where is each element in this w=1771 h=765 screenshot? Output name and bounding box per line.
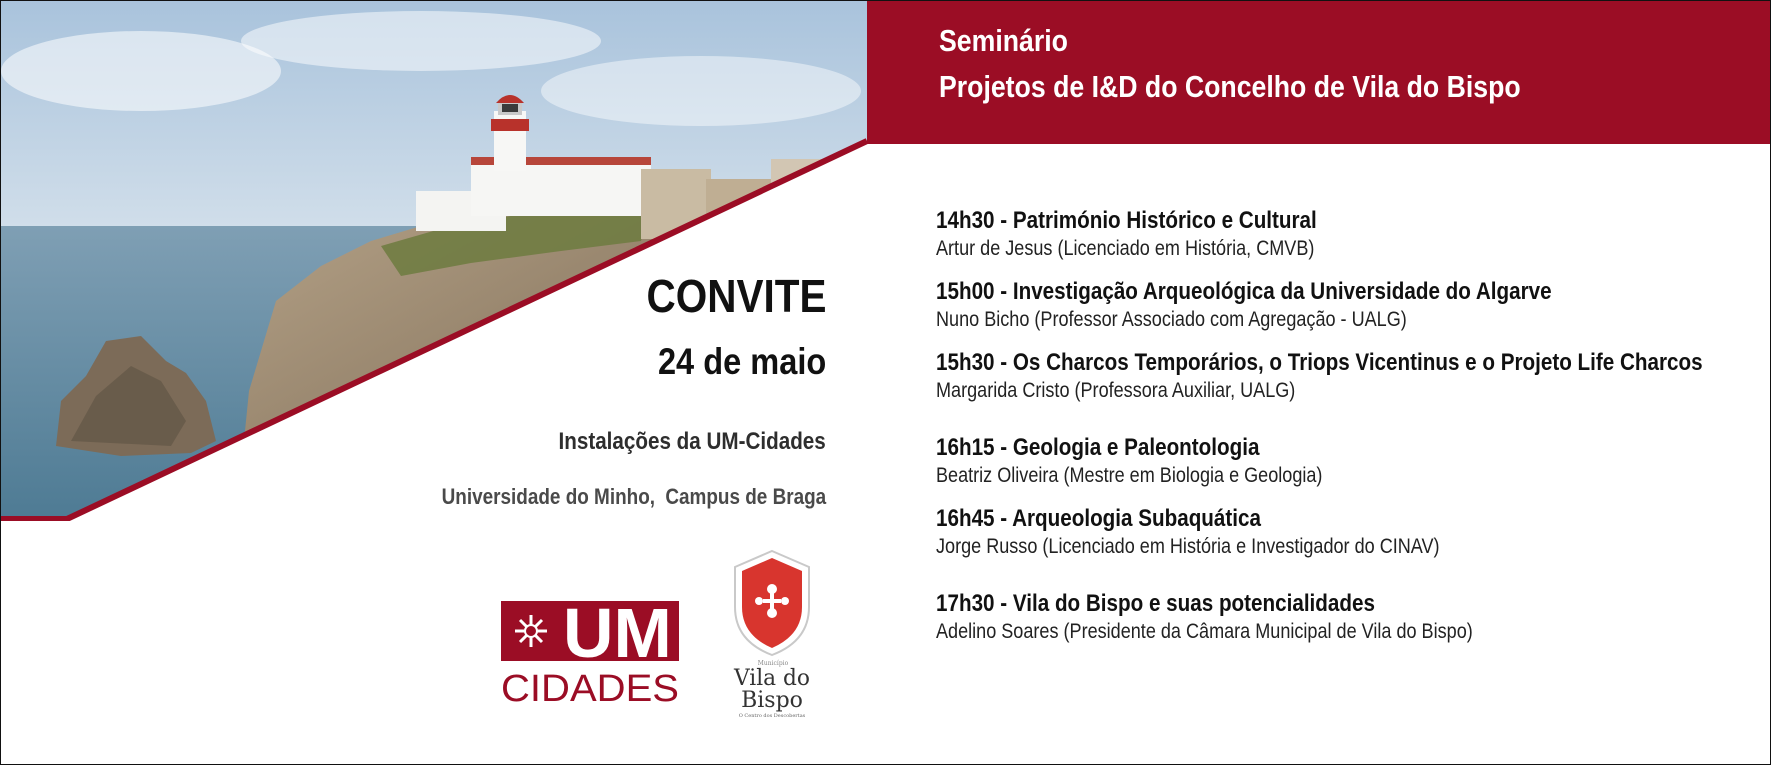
program-item bbox=[936, 349, 1771, 403]
header-banner bbox=[867, 1, 1771, 144]
session-title: 16h15 - Geologia e Paleontologia bbox=[936, 434, 1260, 461]
program-item bbox=[936, 278, 1652, 332]
program-item bbox=[936, 434, 1385, 488]
program-item bbox=[936, 505, 1522, 559]
campus-name: Campus de Braga bbox=[665, 484, 826, 509]
vb-tagline: O Centro dos Descobertas bbox=[738, 713, 806, 719]
vb-logo-line2: Bispo bbox=[741, 688, 803, 713]
session-speaker: Beatriz Oliveira (Mestre em Biologia e Geologia) bbox=[936, 464, 1323, 487]
session-speaker: Jorge Russo (Licenciado em História e Investigador do CINAV) bbox=[936, 535, 1440, 558]
cidades-logo-text: CIDADES bbox=[501, 668, 679, 707]
um-logo-text: UM bbox=[563, 601, 672, 672]
session-title: 17h30 - Vila do Bispo e suas potencialidades bbox=[936, 590, 1375, 617]
session-speaker: Nuno Bicho (Professor Associado com Agregação - UALG) bbox=[936, 308, 1407, 331]
seminar-label: Seminário bbox=[939, 23, 1068, 58]
um-cidades-logo bbox=[501, 601, 683, 707]
session-speaker: Margarida Cristo (Professora Auxiliar, UALG) bbox=[936, 379, 1296, 402]
session-title: 15h00 - Investigação Arqueológica da Universidade do Algarve bbox=[936, 278, 1552, 305]
vila-do-bispo-logo bbox=[729, 549, 815, 719]
program-item bbox=[936, 207, 1379, 261]
university-name: Universidade do Minho, bbox=[441, 484, 655, 509]
venue: Instalações da UM-Cidades bbox=[558, 428, 826, 455]
session-speaker: Adelino Soares (Presidente da Câmara Municipal de Vila do Bispo) bbox=[936, 620, 1473, 643]
invite-title: CONVITE bbox=[646, 270, 826, 322]
seminar-title: Projetos de I&D do Concelho de Vila do Bispo bbox=[939, 69, 1521, 104]
vb-small-label: Município bbox=[757, 660, 789, 667]
session-title: 16h45 - Arqueologia Subaquática bbox=[936, 505, 1261, 532]
event-date: 24 de maio bbox=[657, 341, 826, 382]
session-speaker: Artur de Jesus (Licenciado em História, CMVB) bbox=[936, 237, 1315, 260]
campus-line bbox=[441, 484, 826, 510]
session-title: 14h30 - Património Histórico e Cultural bbox=[936, 207, 1317, 234]
session-title: 15h30 - Os Charcos Temporários, o Triops Vicentinus e o Projeto Life Charcos bbox=[936, 349, 1703, 376]
program-item bbox=[936, 590, 1560, 644]
vb-logo-line1: Vila do bbox=[733, 666, 810, 691]
